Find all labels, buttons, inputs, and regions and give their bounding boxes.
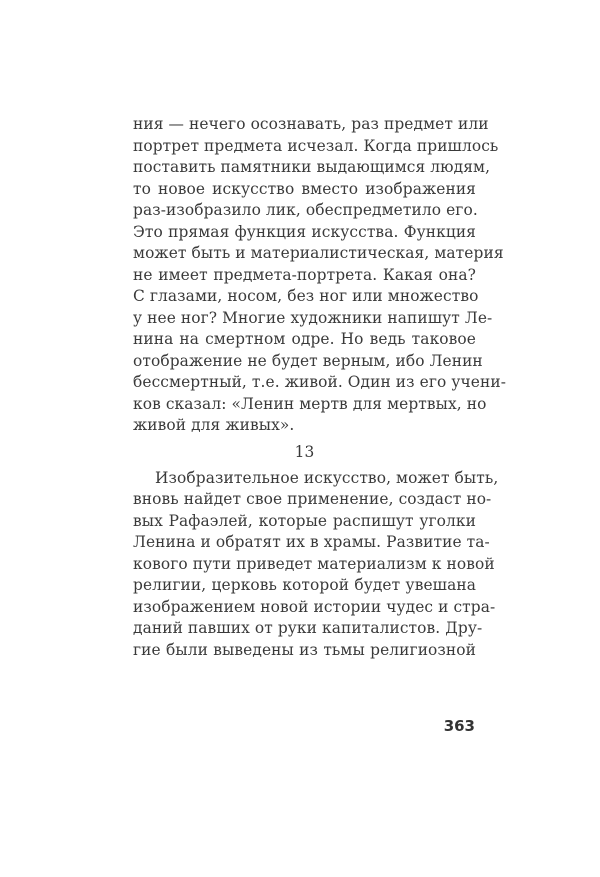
page-body (133, 114, 507, 661)
text-line: у нее ног? Многие художники напишут Ле- (133, 308, 493, 327)
text-line: отображение не будет верным, ибо Ленин (133, 351, 483, 370)
text-line: ния — нечего осознавать, раз предмет или (133, 115, 489, 133)
text-line: даний павших от руки капиталистов. Дру- (133, 619, 483, 637)
text-line: портрет предмета исчезал. Когда пришлось (133, 136, 499, 155)
text-line: Ленина и обратят их в храмы. Развитие та- (133, 533, 490, 551)
text-line: С глазами, носом, без ног или множество (133, 287, 479, 305)
text-line: ков сказал: «Ленин мертв для мертвых, но (133, 394, 487, 413)
text-line: то новое искусство вместо изображения (133, 179, 476, 198)
text-line: вновь найдет свое применение, создаст но- (133, 490, 492, 508)
text-line: вых Рафаэлей, которые распишут уголки (133, 511, 476, 530)
text-line: поставить памятники выдающимся людям, (133, 158, 491, 176)
text-line: Это прямая функция искусства. Функция (133, 222, 476, 241)
text-line: живой для живых». (133, 416, 295, 434)
text-line: может быть и материалистическая, материя (133, 244, 504, 262)
paragraph-1 (133, 114, 507, 437)
text-line: Изобразительное искусство, может быть, (155, 468, 499, 487)
text-line: не имеет предмета-портрета. Какая она? (133, 265, 476, 284)
paragraph-2 (133, 468, 499, 662)
text-line: нина на смертном одре. Но ведь таковое (133, 330, 476, 348)
text-line: бессмертный, т.е. живой. Один из его учени- (133, 373, 507, 391)
page-number: 363 (443, 717, 475, 735)
section-number: 13 (294, 442, 315, 461)
text-line: религии, церковь которой будет увешана (133, 576, 476, 594)
text-line: раз-изобразило лик, обеспредметило его. (133, 201, 478, 219)
text-line: изображением новой истории чудес и стра- (133, 597, 496, 616)
text-line: кового пути приведет материализм к новой (133, 554, 495, 573)
text-line: гие были выведены из тьмы религиозной (133, 640, 476, 659)
